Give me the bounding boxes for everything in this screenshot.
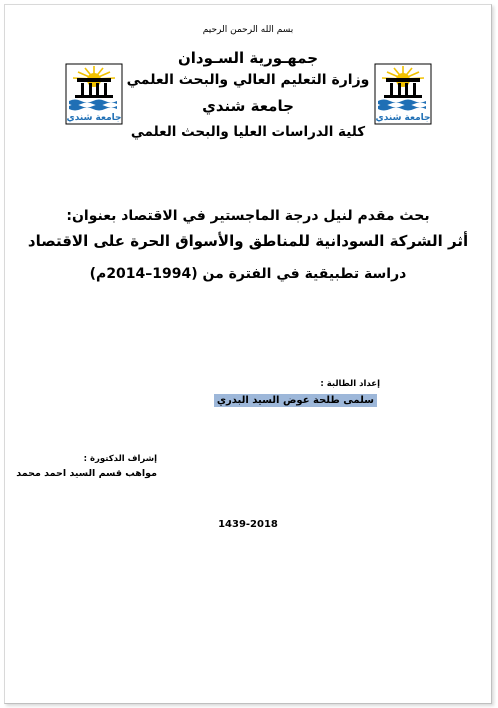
document-date: 1439-2018 (218, 519, 278, 530)
college-name: كلية الدراسات العليا والبحث العلمي (130, 124, 366, 140)
university-name: جامعة شندي (202, 97, 294, 115)
student-name: سلمى طلحة عوض السيد البدري (214, 394, 377, 407)
country-name: جمهـورية السـودان (177, 49, 319, 67)
supervisor-label: إشراف الدكتورة : (83, 454, 157, 464)
logo-text-right: جامعة شندي (375, 113, 431, 123)
supervisor-name: مواهب قسم السيد احمد محمد (16, 468, 157, 479)
prepared-by-label: إعداد الطالبة : (320, 379, 380, 389)
document-page (4, 4, 492, 704)
research-intro: بحث مقدم لنيل درجة الماجستير في الاقتصاد بعنوان: (66, 208, 430, 224)
thesis-title: أثر الشركة السودانية للمناطق والأسواق الحرة على الاقتصاد (27, 232, 469, 250)
thesis-subtitle: دراسة تطبيقية في الفترة من (1994–2014م) (89, 266, 407, 282)
basmala: بسم الله الرحمن الرحيم (202, 25, 294, 35)
ministry-name: وزارة التعليم العالي والبحث العلمي (126, 72, 370, 88)
logo-text-left: جامعة شندي (66, 113, 122, 123)
